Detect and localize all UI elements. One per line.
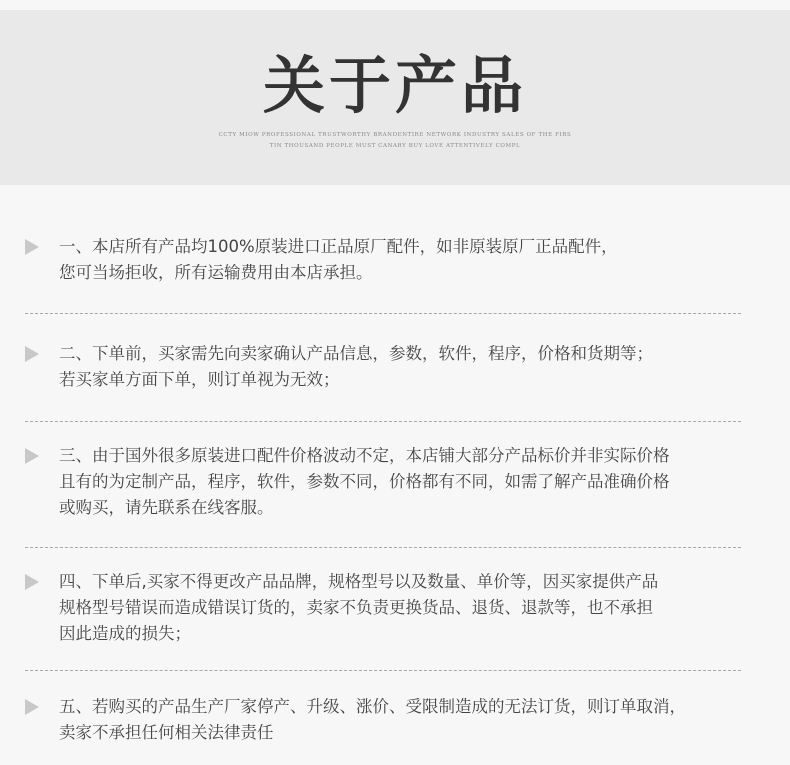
notice-text <box>59 443 759 521</box>
header-banner <box>0 10 790 185</box>
notice-text <box>59 694 759 746</box>
notice-line: 您可当场拒收，所有运输费用由本店承担。 <box>59 263 373 282</box>
notice-text <box>59 341 759 393</box>
triangle-bullet-icon <box>25 448 39 464</box>
notice-line: 五、若购买的产品生产厂家停产、升级、涨价、受限制造成的无法订货，则订单取消， <box>59 697 686 716</box>
notice-line: 三、由于国外很多原装进口配件价格波动不定，本店铺大部分产品标价并非实际价格 <box>59 446 670 465</box>
notice-line: 二、下单前，买家需先向卖家确认产品信息，参数，软件，程序，价格和货期等； <box>59 344 653 363</box>
notice-text <box>59 569 759 647</box>
notice-text <box>59 234 759 286</box>
triangle-bullet-icon <box>25 699 39 715</box>
subtitle-line-1: CCTY MIOW PROFESSIONAL TRUSTWORTHY BRANDENTIRE NETWORK INDUSTRY SALES OF THE FIRS <box>218 132 572 138</box>
page-title: 关于产品 <box>262 49 527 122</box>
notice-line: 四、下单后,买家不得更改产品品牌，规格型号以及数量、单价等，因买家提供产品 <box>59 572 659 591</box>
triangle-bullet-icon <box>25 574 39 590</box>
notice-line: 一、本店所有产品均100%原装进口正品原厂配件，如非原装原厂正品配件， <box>59 237 618 256</box>
subtitle-line-2: TIN THOUSAND PEOPLE MUST CANARY BUY LOVE ATTENTIVELY COMPL <box>269 143 521 149</box>
page-subtitle <box>160 130 630 152</box>
notice-line: 或购买，请先联系在线客服。 <box>59 498 274 517</box>
triangle-bullet-icon <box>25 346 39 362</box>
notice-line: 规格型号错误而造成错误订货的，卖家不负责更换货品、退货、退款等，也不承担 <box>59 598 653 617</box>
notice-line: 若买家单方面下单，则订单视为无效； <box>59 370 340 389</box>
triangle-bullet-icon <box>25 239 39 255</box>
notice-line: 卖家不承担任何相关法律责任 <box>59 723 274 742</box>
dashed-divider <box>25 547 741 548</box>
notice-line: 且有的为定制产品，程序，软件，参数不同，价格都有不同，如需了解产品准确价格 <box>59 472 670 491</box>
dashed-divider <box>25 670 741 671</box>
dashed-divider <box>25 313 741 314</box>
dashed-divider <box>25 421 741 422</box>
notice-line: 因此造成的损失； <box>59 624 191 643</box>
